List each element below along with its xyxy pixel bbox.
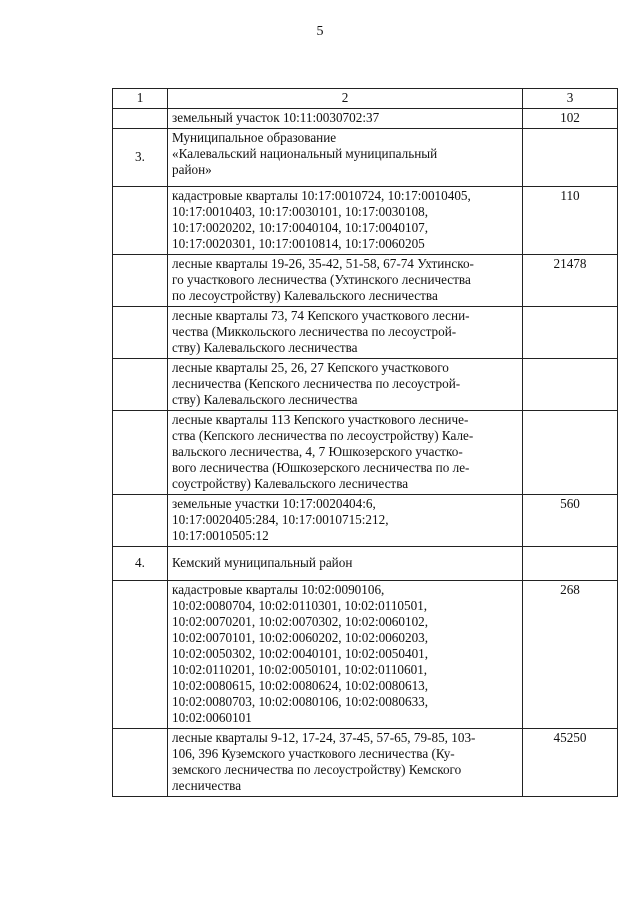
row-number [113, 729, 168, 797]
row-number [113, 255, 168, 307]
header-col-1: 1 [113, 89, 168, 109]
row-number [113, 307, 168, 359]
row-number [113, 411, 168, 495]
row-description: земельный участок 10:11:0030702:37 [168, 109, 523, 129]
table-row [113, 129, 618, 187]
row-description: земельные участки 10:17:0020404:6, 10:17:0020405:284, 10:17:0010715:212, 10:17:0010505:12 [168, 495, 523, 547]
row-value: 560 [523, 495, 618, 547]
row-description: лесные кварталы 113 Кепского участкового лесниче- ства (Кепского лесничества по лесоустройству) Кале- вальского лесничества, 4, 7 Юшкозерского участко- вого лесничества (Юшкозерского лесничества по ле- соустройству) Калевальского лесничества [168, 411, 523, 495]
row-value: 45250 [523, 729, 618, 797]
row-value [523, 359, 618, 411]
table-row [113, 187, 618, 255]
table-row [113, 109, 618, 129]
row-number: 4. [113, 547, 168, 581]
row-description: Кемский муниципальный район [168, 547, 523, 581]
table-row [113, 581, 618, 729]
table-row [113, 411, 618, 495]
table-row [113, 359, 618, 411]
row-number: 3. [113, 129, 168, 187]
table-row [113, 495, 618, 547]
row-value [523, 547, 618, 581]
header-col-3: 3 [523, 89, 618, 109]
land-table [112, 88, 618, 797]
row-description: лесные кварталы 25, 26, 27 Кепского участкового лесничества (Кепского лесничества по лесоустрой- ству) Калевальского лесничества [168, 359, 523, 411]
row-value [523, 129, 618, 187]
row-value [523, 307, 618, 359]
row-number [113, 359, 168, 411]
row-value: 21478 [523, 255, 618, 307]
table-row [113, 307, 618, 359]
row-description: Муниципальное образование «Калевальский национальный муниципальный район» [168, 129, 523, 187]
table-header-row [113, 89, 618, 109]
table-row [113, 255, 618, 307]
row-value: 268 [523, 581, 618, 729]
row-description: лесные кварталы 19-26, 35-42, 51-58, 67-74 Ухтинско- го участкового лесничества (Ухтинского лесничества по лесоустройству) Калевальского лесничества [168, 255, 523, 307]
row-number [113, 581, 168, 729]
header-col-2: 2 [168, 89, 523, 109]
row-description: лесные кварталы 73, 74 Кепского участкового лесни- чества (Миккольского лесничества по лесоустрой- ству) Калевальского лесничества [168, 307, 523, 359]
row-description: кадастровые кварталы 10:17:0010724, 10:17:0010405, 10:17:0010403, 10:17:0030101, 10:17:0030108, 10:17:0020202, 10:17:0040104, 10:17:0040107, 10:17:0020301, 10:17:0010814, 10:17:0060205 [168, 187, 523, 255]
row-number [113, 495, 168, 547]
row-value: 110 [523, 187, 618, 255]
page-number: 5 [316, 24, 324, 39]
table-row [113, 547, 618, 581]
table-row [113, 729, 618, 797]
row-value: 102 [523, 109, 618, 129]
row-description: лесные кварталы 9-12, 17-24, 37-45, 57-65, 79-85, 103- 106, 396 Куземского участкового лесничества (Ку- земского лесничества по лесоустройству) Кемского лесничества [168, 729, 523, 797]
row-value [523, 411, 618, 495]
row-number [113, 109, 168, 129]
row-description: кадастровые кварталы 10:02:0090106, 10:02:0080704, 10:02:0110301, 10:02:0110501, 10:02:0070201, 10:02:0070302, 10:02:0060102, 10:02:0070101, 10:02:0060202, 10:02:0060203, 10:02:0050302, 10:02:0040101, 10:02:0050401, 10:02:0110201, 10:02:0050101, 10:02:0110601, 10:02:0080615, 10:02:0080624, 10:02:0080613, 10:02:0080703, 10:02:0080106, 10:02:0080633, 10:02:0060101 [168, 581, 523, 729]
row-number [113, 187, 168, 255]
